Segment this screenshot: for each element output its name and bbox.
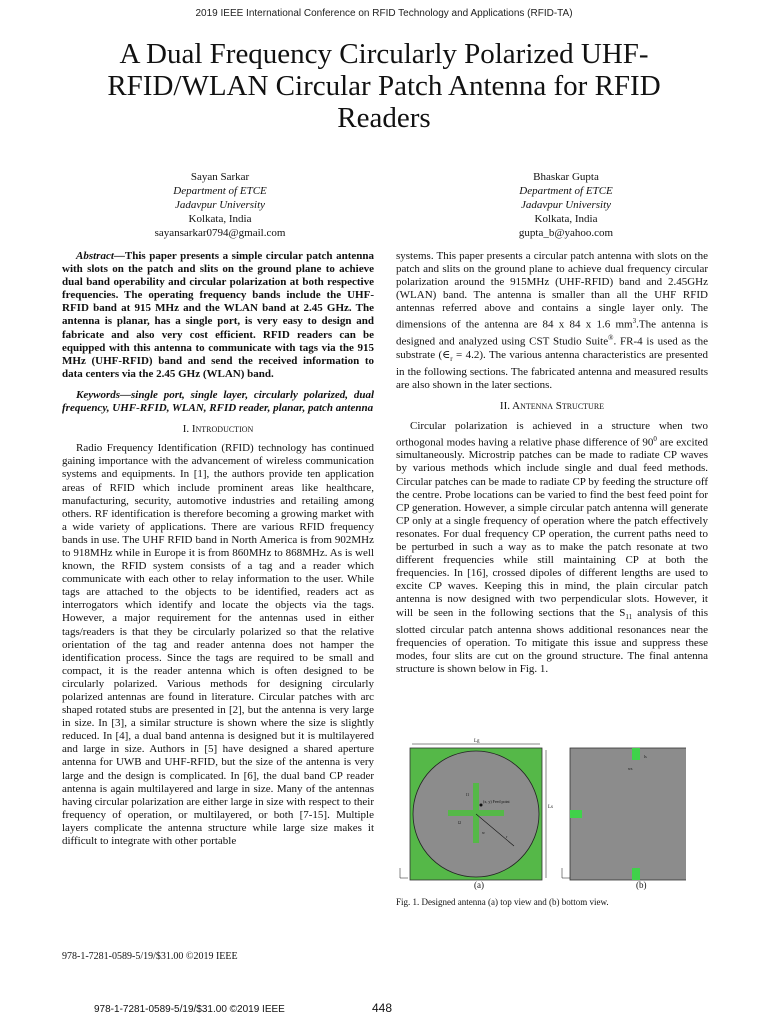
figure-caption: Fig. 1. Designed antenna (a) top view and (b) bottom view. xyxy=(396,897,609,907)
right-column xyxy=(396,250,708,680)
text-run: . FR-4 is used as the substrate (∈ xyxy=(396,335,708,361)
author-location: Kolkata, India xyxy=(534,213,598,225)
slit-left xyxy=(570,810,582,818)
abstract xyxy=(62,250,374,381)
label-l2: l2 xyxy=(458,820,462,825)
axis-icon-a xyxy=(400,868,408,878)
antenna-drawing xyxy=(396,738,686,898)
antenna-figure xyxy=(396,738,686,898)
label-ws: ws xyxy=(628,766,633,771)
text-run: analysis of this slotted circular patch antenna shows additional resonances near the frequencies of operation. To mitigate this issue and suppress these modes, four slits are cut on the ground structure. The final antenna structure is shown below in Fig. 1. xyxy=(396,606,708,676)
structure-heading: II. Antenna Structure xyxy=(499,400,605,413)
label-b: (b) xyxy=(636,880,647,890)
conference-header: 2019 IEEE International Conference on RFID Technology and Applications (RFID-TA) xyxy=(195,8,573,19)
keywords-label: Keywords xyxy=(76,388,120,401)
subscript: r xyxy=(450,355,453,364)
intro-continuation xyxy=(396,250,708,392)
top-view xyxy=(400,739,553,880)
bottom-view xyxy=(562,748,686,880)
keywords-text: —single port, single layer, circularly polarized, dual frequency, UHF-RFID, WLAN, RFID reader, planar, patch antenna xyxy=(62,388,374,415)
superscript: 3 xyxy=(632,317,637,326)
label-ls-slit: ls xyxy=(644,754,647,759)
text-run: systems. This paper presents a circular patch antenna with slots on the patch and slits on the ground plane to achieve dual frequency circular polarization around the 915MHz (UHF-RFID) band and 2.45GHz (WLAN) band. The antenna is smaller than all the UHF RFID antennas referred above and contains a single layer only. The dimensions of the antenna are 84 x 84 x 1.6 mm xyxy=(396,250,708,332)
abstract-text: —This paper presents a simple circular patch antenna with slots on the patch and slits on the ground plane to achieve dual band operability and circular polarization at both respective frequencies. The operating frequency bands include the UHF-RFID band at 915 MHz and the WLAN band at 2.45 GHz. The antenna is planar, has a single port, is very easy to design and fabricate and also very cost efficient. RFID readers can be equipped with this antenna to communicate with tags via the 915 MHz (UHF-RFID) band and send the received information to data centers via the 2.45 GHz (WLAN) band. xyxy=(62,250,374,380)
author-email: sayansarkar0794@gmail.com xyxy=(154,227,286,239)
intro-paragraph: Radio Frequency Identification (RFID) technology has continued gaining importance with the advancement of wireless communication systems and equipments. In [1], the authors provide ten application areas of RFID which include prominent areas like healthcare, manufacturing, security, automotive industries and retailing among others. RF identification is therefore becoming a growing market with a wide variety of applications. There are various RFID frequency bands in use. The UHF RFID band in North America is from 902MHz to 918MHz while in Europe it is from 860MHz to 868MHz. As is well known, the RFID system consists of a tag and a reader which communicate with each other to relay information to the user. While tags are attached to the objects to be identified, readers act as interrogators which identify and locate the objects via the tags. However, a major requirement for the antennas used in either tags/readers is that they be circularly polarized so that the relative orientation of the tag and reader antenna does not hamper the identification process. Since the tags are required to be small and compact, it is the reader antenna which is often designed to be circularly polarized. Various methods for designing circularly polarized antennas are found in literature. Circular patches with arc shaped rotated stubs are presented in [2], but the antenna is very large in size. In [3], a similar structure is shown where the size is slightly reduced. In [4], a dual band antenna is designed but it is multilayered and large in size. Authors in [5] have designed a shared aperture antenna for UWB and UHF-RFID, but the size of the antenna is very large and the design is complicated. In [6], the dual band CP reader antenna is again multilayered and large in size. Many of the antennas having circular polarization are either large in size with respect to their frequency of operation, or multilayered, or both [7-15]. Multiple layers complicate the antenna structure while large size makes it difficult to integrate with other portable xyxy=(62,442,374,848)
text-run: are excited simultaneously. Microstrip patches can be made to radiate CP waves by various methods which include single and dual feed methods. Circular patches can be made to radiate CP by feeding the structure off the centre. Probe locations can be varied to find the best feed point for CP generation. However, a simple circular patch antenna will generate CP only at a single frequency of operation where the patch effectively resonates. For dual frequency CP operation, the current paths need to be perturbed in such a way as to make the patch resonate at two different frequencies while still maintaining CP at both the frequencies. In [16], crossed dipoles of different lengths are used to excite CP waves. Keeping this in mind, the plain circular patch antenna is now designed with two perpendicular slots. However, it will be seen in the following sections that the S xyxy=(396,436,709,619)
superscript: 0 xyxy=(653,434,657,443)
paper-title: A Dual Frequency Circularly Polarized UHF-RFID/WLAN Circular Patch Antenna for RFID Readers xyxy=(107,38,661,134)
registered-mark: ® xyxy=(608,334,614,343)
slit-bottom xyxy=(632,868,640,880)
author-dept: Department of ETCE xyxy=(173,185,267,197)
page-number: 448 xyxy=(372,1001,393,1015)
intro-heading: I. Introduction xyxy=(182,423,254,436)
horizontal-slot xyxy=(448,810,504,816)
author-univ: Jadavpur University xyxy=(520,199,612,211)
label-l1: l1 xyxy=(466,792,470,797)
left-column xyxy=(62,250,374,852)
text-run: Circular polarization is achieved in a structure when two orthogonal modes having a relative phase difference of 90 xyxy=(396,419,708,449)
label-a: (a) xyxy=(474,880,484,890)
author-name: Sayan Sarkar xyxy=(190,171,250,183)
author-dept: Department of ETCE xyxy=(519,185,613,197)
axis-icon-b xyxy=(562,868,570,878)
slit-top xyxy=(632,748,640,760)
label-feed: (x, y) Feed point xyxy=(483,799,510,804)
author-email: gupta_b@yahoo.com xyxy=(518,227,614,239)
keywords xyxy=(62,389,374,415)
author-name: Bhaskar Gupta xyxy=(533,171,599,183)
text-run: .The antenna is designed and analyzed using CST Studio Suite xyxy=(396,319,708,348)
label-r: r xyxy=(506,834,508,839)
structure-paragraph xyxy=(396,420,708,677)
label-lg: Lg xyxy=(474,739,480,744)
copyright-notice: 978-1-7281-0589-5/19/$31.00 ©2019 IEEE xyxy=(62,951,238,962)
author-1 xyxy=(120,170,320,240)
text-run: = 4.2). The various antenna characteristics are presented in the following sections. The fabricated antenna and measured results are also shown in the later sections. xyxy=(396,348,708,392)
footer-isbn: 978-1-7281-0589-5/19/$31.00 ©2019 IEEE xyxy=(94,1004,285,1015)
subscript: 11 xyxy=(625,612,633,621)
author-2 xyxy=(466,170,666,240)
label-w: w xyxy=(482,830,485,835)
abstract-label: Abstract xyxy=(76,250,114,262)
label-ls: Ls xyxy=(548,805,553,810)
author-location: Kolkata, India xyxy=(188,213,252,225)
author-univ: Jadavpur University xyxy=(174,199,266,211)
